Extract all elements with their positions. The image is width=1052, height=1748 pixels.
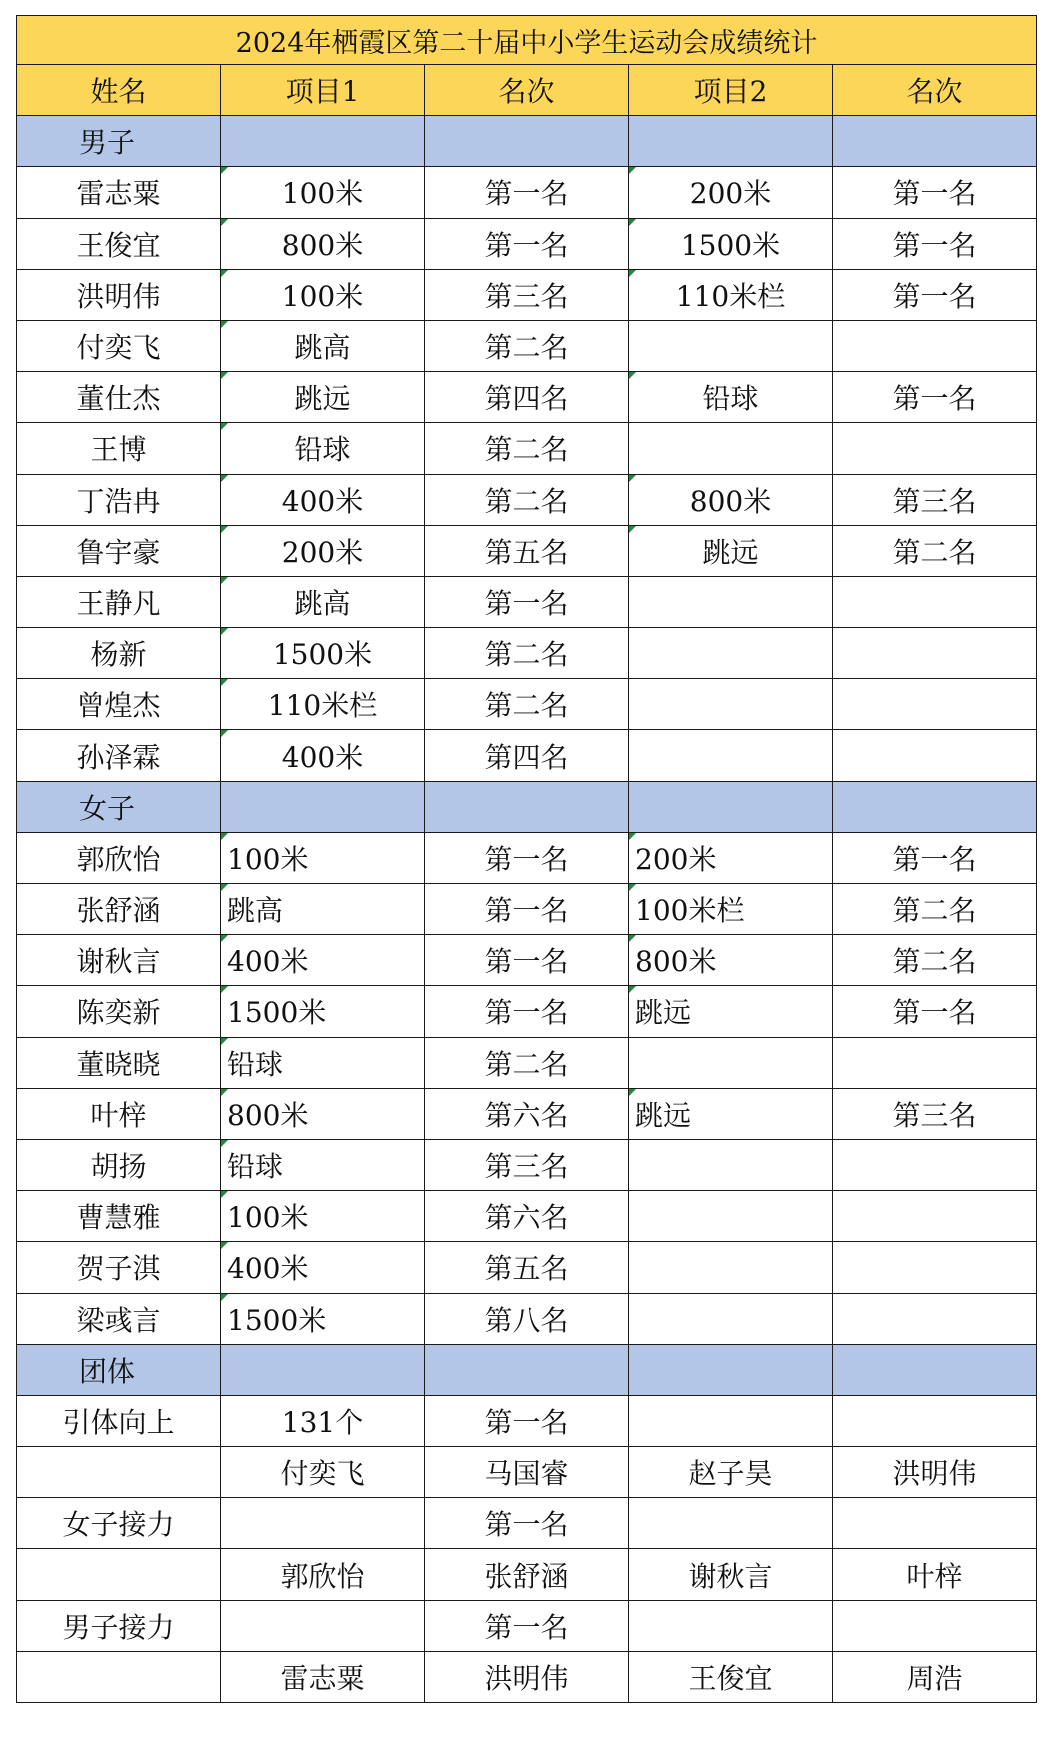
event1-cell[interactable] xyxy=(221,1600,425,1651)
rank1-cell[interactable]: 第一名 xyxy=(425,1498,629,1549)
rank1-cell[interactable]: 第二名 xyxy=(425,628,629,679)
rank2-cell[interactable]: 第一名 xyxy=(833,218,1037,269)
name-cell[interactable]: 女子接力 xyxy=(17,1498,221,1549)
table-row xyxy=(17,986,1037,1037)
event1-cell[interactable]: 铅球 xyxy=(221,1139,425,1190)
event2-cell[interactable]: 1500米 xyxy=(629,218,833,269)
event2-cell[interactable] xyxy=(629,1139,833,1190)
name-cell[interactable]: 男子接力 xyxy=(17,1600,221,1651)
event1-cell[interactable]: 800米 xyxy=(221,218,425,269)
rank1-cell[interactable]: 第八名 xyxy=(425,1293,629,1344)
rank2-cell[interactable] xyxy=(833,679,1037,730)
rank2-cell[interactable] xyxy=(833,1191,1037,1242)
event2-cell[interactable] xyxy=(629,1293,833,1344)
event1-cell[interactable]: 100米 xyxy=(221,832,425,883)
event1-cell[interactable]: 100米 xyxy=(221,1191,425,1242)
rank1-cell[interactable]: 第三名 xyxy=(425,1139,629,1190)
rank1-cell[interactable]: 第一名 xyxy=(425,218,629,269)
rank1-cell[interactable] xyxy=(425,781,629,832)
event1-cell[interactable]: 付奕飞 xyxy=(221,1447,425,1498)
event2-cell[interactable]: 王俊宜 xyxy=(629,1651,833,1702)
rank2-cell[interactable]: 第一名 xyxy=(833,986,1037,1037)
table-row xyxy=(17,1088,1037,1139)
event2-cell[interactable]: 200米 xyxy=(629,832,833,883)
event2-cell[interactable]: 800米 xyxy=(629,935,833,986)
name-cell[interactable]: 曹慧雅 xyxy=(17,1191,221,1242)
rank1-cell[interactable] xyxy=(425,116,629,167)
rank2-cell[interactable]: 周浩 xyxy=(833,1651,1037,1702)
rank1-cell[interactable]: 马国睿 xyxy=(425,1447,629,1498)
rank2-cell[interactable]: 第三名 xyxy=(833,474,1037,525)
table-row xyxy=(17,1191,1037,1242)
event1-cell[interactable]: 铅球 xyxy=(221,1037,425,1088)
rank1-cell[interactable]: 张舒涵 xyxy=(425,1549,629,1600)
event2-cell[interactable] xyxy=(629,781,833,832)
event1-cell[interactable]: 1500米 xyxy=(221,1293,425,1344)
name-cell[interactable]: 张舒涵 xyxy=(17,884,221,935)
name-cell[interactable]: 贺子淇 xyxy=(17,1242,221,1293)
name-cell[interactable]: 郭欣怡 xyxy=(17,832,221,883)
results-sheet xyxy=(16,15,1036,1703)
event2-cell[interactable] xyxy=(629,1344,833,1395)
event2-cell[interactable] xyxy=(629,1395,833,1446)
title-row xyxy=(17,16,1037,65)
rank1-cell[interactable]: 第二名 xyxy=(425,1037,629,1088)
rank2-cell[interactable] xyxy=(833,730,1037,781)
rank2-cell[interactable] xyxy=(833,116,1037,167)
event1-cell[interactable]: 100米 xyxy=(221,269,425,320)
header-rank1[interactable]: 名次 xyxy=(425,65,629,116)
rank2-cell[interactable]: 叶梓 xyxy=(833,1549,1037,1600)
event2-cell[interactable] xyxy=(629,1600,833,1651)
rank2-cell[interactable] xyxy=(833,576,1037,627)
name-cell[interactable]: 王俊宜 xyxy=(17,218,221,269)
name-cell[interactable]: 陈奕新 xyxy=(17,986,221,1037)
event1-cell[interactable] xyxy=(221,1498,425,1549)
table-row xyxy=(17,1549,1037,1600)
table-row xyxy=(17,1395,1037,1446)
rank1-cell[interactable]: 第一名 xyxy=(425,832,629,883)
name-cell[interactable]: 引体向上 xyxy=(17,1395,221,1446)
table-row xyxy=(17,679,1037,730)
rank2-cell[interactable] xyxy=(833,1242,1037,1293)
header-name[interactable]: 姓名 xyxy=(17,65,221,116)
event2-cell[interactable] xyxy=(629,1037,833,1088)
rank2-cell[interactable] xyxy=(833,320,1037,371)
event2-cell[interactable] xyxy=(629,576,833,627)
rank1-cell[interactable]: 第一名 xyxy=(425,1600,629,1651)
section-row xyxy=(17,781,1037,832)
event1-cell[interactable]: 200米 xyxy=(221,525,425,576)
event2-cell[interactable]: 跳远 xyxy=(629,1088,833,1139)
sheet-title[interactable]: 2024年栖霞区第二十届中小学生运动会成绩统计 xyxy=(17,16,1037,65)
event2-cell[interactable]: 100米栏 xyxy=(629,884,833,935)
table-row xyxy=(17,576,1037,627)
event1-cell[interactable]: 400米 xyxy=(221,474,425,525)
event2-cell[interactable]: 200米 xyxy=(629,167,833,218)
event1-cell[interactable]: 1500米 xyxy=(221,986,425,1037)
rank2-cell[interactable] xyxy=(833,1037,1037,1088)
rank2-cell[interactable] xyxy=(833,1395,1037,1446)
rank2-cell[interactable] xyxy=(833,1344,1037,1395)
event1-cell[interactable]: 跳高 xyxy=(221,884,425,935)
name-cell[interactable]: 付奕飞 xyxy=(17,320,221,371)
rank1-cell[interactable]: 第六名 xyxy=(425,1088,629,1139)
event1-cell[interactable] xyxy=(221,116,425,167)
event1-cell[interactable]: 400米 xyxy=(221,1242,425,1293)
event1-cell[interactable]: 131个 xyxy=(221,1395,425,1446)
event2-cell[interactable]: 谢秋言 xyxy=(629,1549,833,1600)
event2-cell[interactable]: 800米 xyxy=(629,474,833,525)
section-label[interactable]: 男子 xyxy=(17,116,221,167)
event2-cell[interactable]: 跳远 xyxy=(629,525,833,576)
name-cell[interactable]: 孙泽霖 xyxy=(17,730,221,781)
event2-cell[interactable] xyxy=(629,116,833,167)
rank2-cell[interactable] xyxy=(833,628,1037,679)
table-row xyxy=(17,1139,1037,1190)
rank1-cell[interactable]: 第六名 xyxy=(425,1191,629,1242)
event1-cell[interactable]: 雷志粟 xyxy=(221,1651,425,1702)
table-row xyxy=(17,372,1037,423)
event2-cell[interactable]: 铅球 xyxy=(629,372,833,423)
event2-cell[interactable] xyxy=(629,423,833,474)
rank2-cell[interactable]: 洪明伟 xyxy=(833,1447,1037,1498)
rank1-cell[interactable]: 第二名 xyxy=(425,679,629,730)
event2-cell[interactable] xyxy=(629,679,833,730)
name-cell[interactable]: 谢秋言 xyxy=(17,935,221,986)
event1-cell[interactable]: 铅球 xyxy=(221,423,425,474)
event2-cell[interactable] xyxy=(629,1498,833,1549)
name-cell[interactable]: 洪明伟 xyxy=(17,269,221,320)
name-cell[interactable]: 丁浩冉 xyxy=(17,474,221,525)
header-event1[interactable]: 项目1 xyxy=(221,65,425,116)
table-row xyxy=(17,423,1037,474)
table-row xyxy=(17,1651,1037,1702)
rank2-cell[interactable]: 第一名 xyxy=(833,167,1037,218)
event1-cell[interactable]: 跳远 xyxy=(221,372,425,423)
name-cell[interactable]: 杨新 xyxy=(17,628,221,679)
rank2-cell[interactable] xyxy=(833,781,1037,832)
rank2-cell[interactable] xyxy=(833,1600,1037,1651)
name-cell[interactable]: 鲁宇豪 xyxy=(17,525,221,576)
event2-cell[interactable]: 赵子昊 xyxy=(629,1447,833,1498)
section-label[interactable]: 团体 xyxy=(17,1344,221,1395)
name-cell[interactable]: 曾煌杰 xyxy=(17,679,221,730)
rank2-cell[interactable]: 第二名 xyxy=(833,525,1037,576)
table-row xyxy=(17,218,1037,269)
name-cell[interactable]: 叶梓 xyxy=(17,1088,221,1139)
header-rank2[interactable]: 名次 xyxy=(833,65,1037,116)
name-cell[interactable] xyxy=(17,1651,221,1702)
rank1-cell[interactable]: 第一名 xyxy=(425,935,629,986)
rank1-cell[interactable]: 第一名 xyxy=(425,576,629,627)
section-row xyxy=(17,1344,1037,1395)
table-row xyxy=(17,525,1037,576)
table-row xyxy=(17,884,1037,935)
event2-cell[interactable] xyxy=(629,628,833,679)
header-event2[interactable]: 项目2 xyxy=(629,65,833,116)
rank2-cell[interactable]: 第一名 xyxy=(833,832,1037,883)
name-cell[interactable] xyxy=(17,1447,221,1498)
event1-cell[interactable]: 800米 xyxy=(221,1088,425,1139)
event2-cell[interactable] xyxy=(629,320,833,371)
event1-cell[interactable]: 400米 xyxy=(221,935,425,986)
rank2-cell[interactable]: 第二名 xyxy=(833,884,1037,935)
rank1-cell[interactable]: 第五名 xyxy=(425,1242,629,1293)
name-cell[interactable]: 梁彧言 xyxy=(17,1293,221,1344)
rank1-cell[interactable]: 洪明伟 xyxy=(425,1651,629,1702)
results-table xyxy=(16,15,1037,1703)
rank1-cell[interactable]: 第二名 xyxy=(425,423,629,474)
table-row xyxy=(17,167,1037,218)
name-cell[interactable]: 王静凡 xyxy=(17,576,221,627)
name-cell[interactable]: 胡扬 xyxy=(17,1139,221,1190)
section-row xyxy=(17,116,1037,167)
event1-cell[interactable]: 跳高 xyxy=(221,320,425,371)
rank1-cell[interactable]: 第一名 xyxy=(425,1395,629,1446)
rank1-cell[interactable]: 第一名 xyxy=(425,986,629,1037)
name-cell[interactable]: 雷志粟 xyxy=(17,167,221,218)
table-row xyxy=(17,320,1037,371)
rank2-cell[interactable] xyxy=(833,1498,1037,1549)
event2-cell[interactable]: 110米栏 xyxy=(629,269,833,320)
table-row xyxy=(17,730,1037,781)
table-row xyxy=(17,269,1037,320)
rank2-cell[interactable]: 第一名 xyxy=(833,269,1037,320)
event2-cell[interactable] xyxy=(629,1191,833,1242)
rank2-cell[interactable] xyxy=(833,1293,1037,1344)
rank2-cell[interactable]: 第三名 xyxy=(833,1088,1037,1139)
table-row xyxy=(17,1447,1037,1498)
rank2-cell[interactable]: 第一名 xyxy=(833,372,1037,423)
table-row xyxy=(17,1498,1037,1549)
table-row xyxy=(17,935,1037,986)
rank1-cell[interactable]: 第一名 xyxy=(425,167,629,218)
name-cell[interactable]: 董晓晓 xyxy=(17,1037,221,1088)
event2-cell[interactable]: 跳远 xyxy=(629,986,833,1037)
name-cell[interactable]: 王博 xyxy=(17,423,221,474)
table-row xyxy=(17,1600,1037,1651)
event1-cell[interactable]: 100米 xyxy=(221,167,425,218)
event1-cell[interactable]: 400米 xyxy=(221,730,425,781)
rank1-cell[interactable]: 第四名 xyxy=(425,730,629,781)
table-row xyxy=(17,1242,1037,1293)
event1-cell[interactable]: 110米栏 xyxy=(221,679,425,730)
event1-cell[interactable] xyxy=(221,1344,425,1395)
table-row xyxy=(17,628,1037,679)
rank2-cell[interactable] xyxy=(833,423,1037,474)
event1-cell[interactable] xyxy=(221,781,425,832)
rank1-cell[interactable]: 第二名 xyxy=(425,320,629,371)
event1-cell[interactable]: 跳高 xyxy=(221,576,425,627)
rank1-cell[interactable]: 第二名 xyxy=(425,474,629,525)
rank1-cell[interactable]: 第三名 xyxy=(425,269,629,320)
header-row xyxy=(17,65,1037,116)
rank2-cell[interactable] xyxy=(833,1139,1037,1190)
section-label[interactable]: 女子 xyxy=(17,781,221,832)
rank1-cell[interactable]: 第四名 xyxy=(425,372,629,423)
rank1-cell[interactable] xyxy=(425,1344,629,1395)
name-cell[interactable]: 董仕杰 xyxy=(17,372,221,423)
event1-cell[interactable]: 1500米 xyxy=(221,628,425,679)
table-row xyxy=(17,474,1037,525)
rank1-cell[interactable]: 第一名 xyxy=(425,884,629,935)
event2-cell[interactable] xyxy=(629,1242,833,1293)
event2-cell[interactable] xyxy=(629,730,833,781)
event1-cell[interactable]: 郭欣怡 xyxy=(221,1549,425,1600)
rank2-cell[interactable]: 第二名 xyxy=(833,935,1037,986)
name-cell[interactable] xyxy=(17,1549,221,1600)
table-row xyxy=(17,832,1037,883)
rank1-cell[interactable]: 第五名 xyxy=(425,525,629,576)
table-row xyxy=(17,1037,1037,1088)
table-row xyxy=(17,1293,1037,1344)
